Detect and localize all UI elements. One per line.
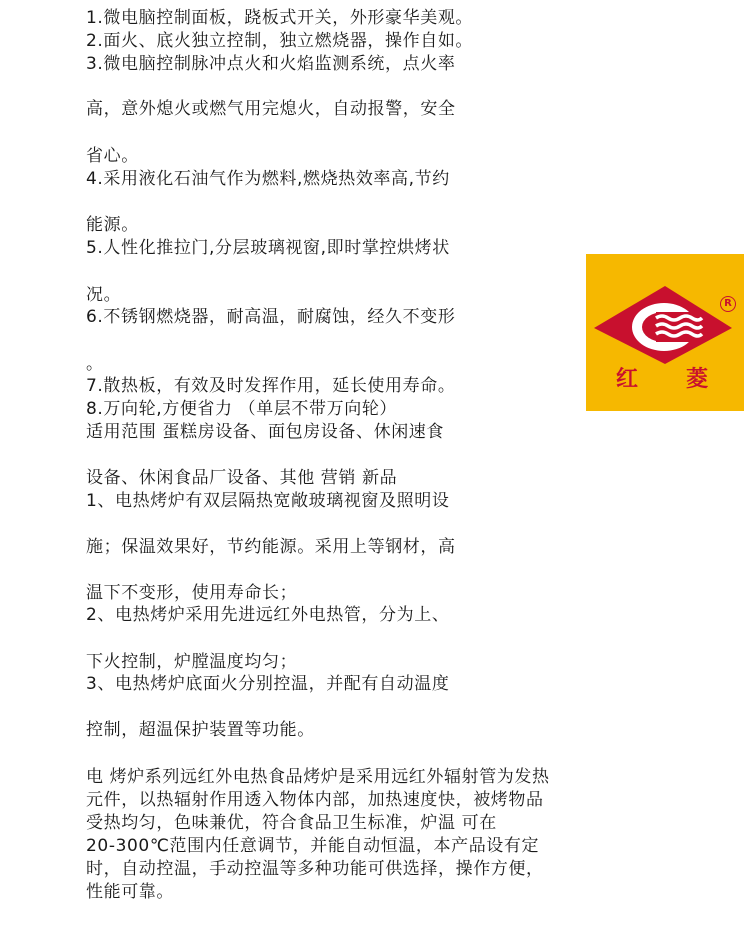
text-line: 适用范围 蛋糕房设备、面包房设备、休闲速食 xyxy=(86,422,445,442)
text-line: 5.人性化推拉门,分层玻璃视窗,即时掌控烘烤状 xyxy=(86,238,450,258)
text-line: 施；保温效果好，节约能源。采用上等钢材，高 xyxy=(86,537,456,557)
text-line: 况。 xyxy=(86,285,122,305)
text-line: 高，意外熄火或燃气用完熄火，自动报警，安全 xyxy=(86,99,456,119)
registered-mark: R xyxy=(720,296,736,312)
text-line: 省心。 xyxy=(86,146,139,166)
text-line: 能源。 xyxy=(86,215,139,235)
text-line: 性能可靠。 xyxy=(86,882,174,902)
text-line: 3.微电脑控制脉冲点火和火焰监测系统，点火率 xyxy=(86,54,456,74)
text-line: 时，自动控温，手动控温等多种功能可供选择，操作方便， xyxy=(86,859,544,879)
text-line: 7.散热板，有效及时发挥作用，延长使用寿命。 xyxy=(86,376,456,396)
text-line: 。 xyxy=(86,354,104,374)
logo-char-right: 菱 xyxy=(686,366,709,392)
text-line: 控制，超温保护装置等功能。 xyxy=(86,720,315,740)
text-line: 1.微电脑控制面板，跷板式开关，外形豪华美观。 xyxy=(86,8,474,28)
text-line: 8.万向轮,方便省力 （单层不带万向轮） xyxy=(86,399,398,419)
text-line: 温下不变形，使用寿命长； xyxy=(86,583,298,603)
text-line: 元件，以热辐射作用透入物体内部，加热速度快，被烤物品 xyxy=(86,790,544,810)
text-line: 设备、休闲食品厂设备、其他 营销 新品 xyxy=(86,468,398,488)
text-line: 2.面火、底火独立控制，独立燃烧器，操作自如。 xyxy=(86,31,474,51)
text-line: 下火控制，炉膛温度均匀； xyxy=(86,652,298,672)
text-line: 电 烤炉系列远红外电热食品烤炉是采用远红外辐射管为发热 xyxy=(86,767,550,787)
logo-diamond-icon xyxy=(586,254,744,411)
text-line: 受热均匀，色味兼优，符合食品卫生标准，炉温 可在 xyxy=(86,813,497,833)
text-line: 3、电热烤炉底面火分别控温，并配有自动温度 xyxy=(86,674,450,694)
text-line: 20-300℃范围内任意调节，并能自动恒温，本产品设有定 xyxy=(86,836,540,856)
brand-logo xyxy=(586,254,744,411)
text-line: 2、电热烤炉采用先进远红外电热管，分为上、 xyxy=(86,605,450,625)
text-line: 6.不锈钢燃烧器，耐高温，耐腐蚀，经久不变形 xyxy=(86,307,456,327)
text-line: 4.采用液化石油气作为燃料,燃烧热效率高,节约 xyxy=(86,169,450,189)
logo-char-left: 红 xyxy=(616,366,639,392)
text-line: 1、电热烤炉有双层隔热宽敞玻璃视窗及照明设 xyxy=(86,491,450,511)
